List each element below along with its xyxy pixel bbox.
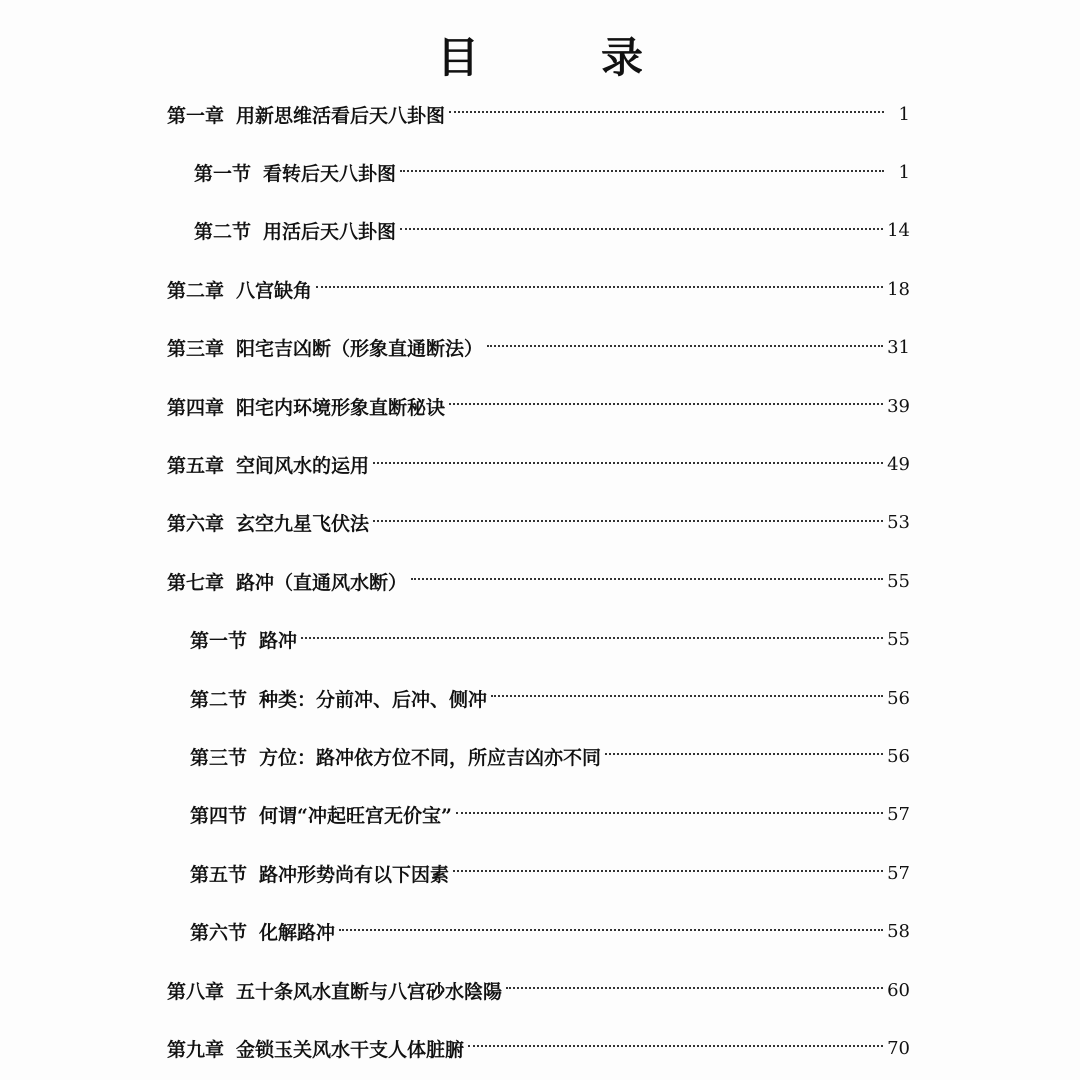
entry-title: 化解路冲 [259,922,336,945]
entry-number: 第二章 [167,279,225,302]
toc-entry-section[interactable] [0,902,1080,960]
dot-leader [400,170,884,172]
entry-title: 路冲形势尚有以下因素 [259,863,450,886]
entry-page-number: 18 [887,278,910,300]
entry-number: 第六节 [190,922,248,945]
entry-page-number: 1 [898,162,910,184]
entry-page-number: 70 [887,1037,910,1059]
entry-title: 五十条风水直断与八宫砂水陰陽 [236,980,503,1003]
toc-entry-chapter-7[interactable] [0,552,1080,610]
dot-leader [301,637,883,639]
entry-title: 阳宅吉凶断（形象直通断法） [236,338,484,361]
entry-title: 用活后天八卦图 [263,221,397,244]
entry-number: 第四章 [167,396,225,419]
entry-title: 看转后天八卦图 [263,163,397,186]
toc-entry-section[interactable] [0,844,1080,902]
dot-leader [373,462,883,464]
entry-number: 第三章 [167,338,225,361]
entry-title: 玄空九星飞伏法 [236,513,370,536]
entry-number: 第二节 [190,688,248,711]
entry-page-number: 53 [887,512,910,534]
entry-number: 第五节 [190,863,248,886]
toc-entry-section[interactable] [0,786,1080,844]
entry-page-number: 58 [887,921,910,943]
toc-entry-chapter-5[interactable] [0,435,1080,493]
toc-entry-section[interactable] [0,143,1080,201]
toc-entry-chapter-4[interactable] [0,377,1080,435]
dot-leader [506,987,883,989]
entry-title: 空间风水的运用 [236,455,370,478]
toc-entry-chapter-2[interactable] [0,260,1080,318]
dot-leader [449,403,883,405]
entry-page-number: 14 [887,220,910,242]
entry-number: 第六章 [167,513,225,536]
entry-title: 路冲 [259,630,298,653]
toc-entry-section[interactable] [0,727,1080,785]
dot-leader [487,345,883,347]
entry-page-number: 39 [887,395,910,417]
entry-title: 金锁玉关风水干支人体脏腑 [236,1038,465,1061]
dot-leader [339,929,883,931]
dot-leader [400,228,883,230]
entry-page-number: 57 [887,862,910,884]
toc-entry-chapter-3[interactable] [0,319,1080,377]
entry-page-number: 56 [887,687,910,709]
toc-entry-chapter-8[interactable] [0,961,1080,1019]
entry-title: 方位：路冲依方位不同，所应吉凶亦不同 [259,746,602,769]
dot-leader [373,520,883,522]
entry-number: 第一节 [194,163,252,186]
entry-number: 第八章 [167,980,225,1003]
toc-entry-chapter-9[interactable] [0,1019,1080,1077]
entry-title: 阳宅内环境形象直断秘诀 [236,396,446,419]
dot-leader [468,1045,883,1047]
entry-number: 第一章 [167,104,225,127]
toc-entry-section[interactable] [0,669,1080,727]
entry-page-number: 1 [898,103,910,125]
dot-leader [316,286,883,288]
entry-number: 第七章 [167,571,225,594]
dot-leader [411,578,883,580]
entry-page-number: 55 [887,570,910,592]
entry-page-number: 31 [887,337,910,359]
entry-title: 何谓“冲起旺宫无价宝” [259,805,452,828]
toc-list [0,85,1080,1078]
dot-leader [456,812,883,814]
entry-title: 用新思维活看后天八卦图 [236,104,446,127]
entry-page-number: 60 [887,979,910,1001]
entry-title: 种类：分前冲、后冲、侧冲 [259,688,488,711]
entry-page-number: 49 [887,454,910,476]
toc-entry-section[interactable] [0,611,1080,669]
entry-number: 第三节 [190,746,248,769]
entry-number: 第九章 [167,1038,225,1061]
entry-page-number: 55 [887,629,910,651]
entry-number: 第五章 [167,455,225,478]
dot-leader [449,111,884,113]
entry-page-number: 56 [887,745,910,767]
entry-title: 路冲（直通风水断） [236,571,408,594]
toc-entry-chapter-6[interactable] [0,494,1080,552]
page-title: 目 录 [436,33,683,82]
entry-page-number: 57 [887,804,910,826]
dot-leader [491,695,883,697]
toc-entry-section[interactable] [0,202,1080,260]
dot-leader [453,870,883,872]
entry-number: 第一节 [190,630,248,653]
toc-entry-chapter-1[interactable] [0,85,1080,143]
entry-number: 第二节 [194,221,252,244]
entry-number: 第四节 [190,805,248,828]
entry-title: 八宫缺角 [236,279,313,302]
dot-leader [605,753,883,755]
